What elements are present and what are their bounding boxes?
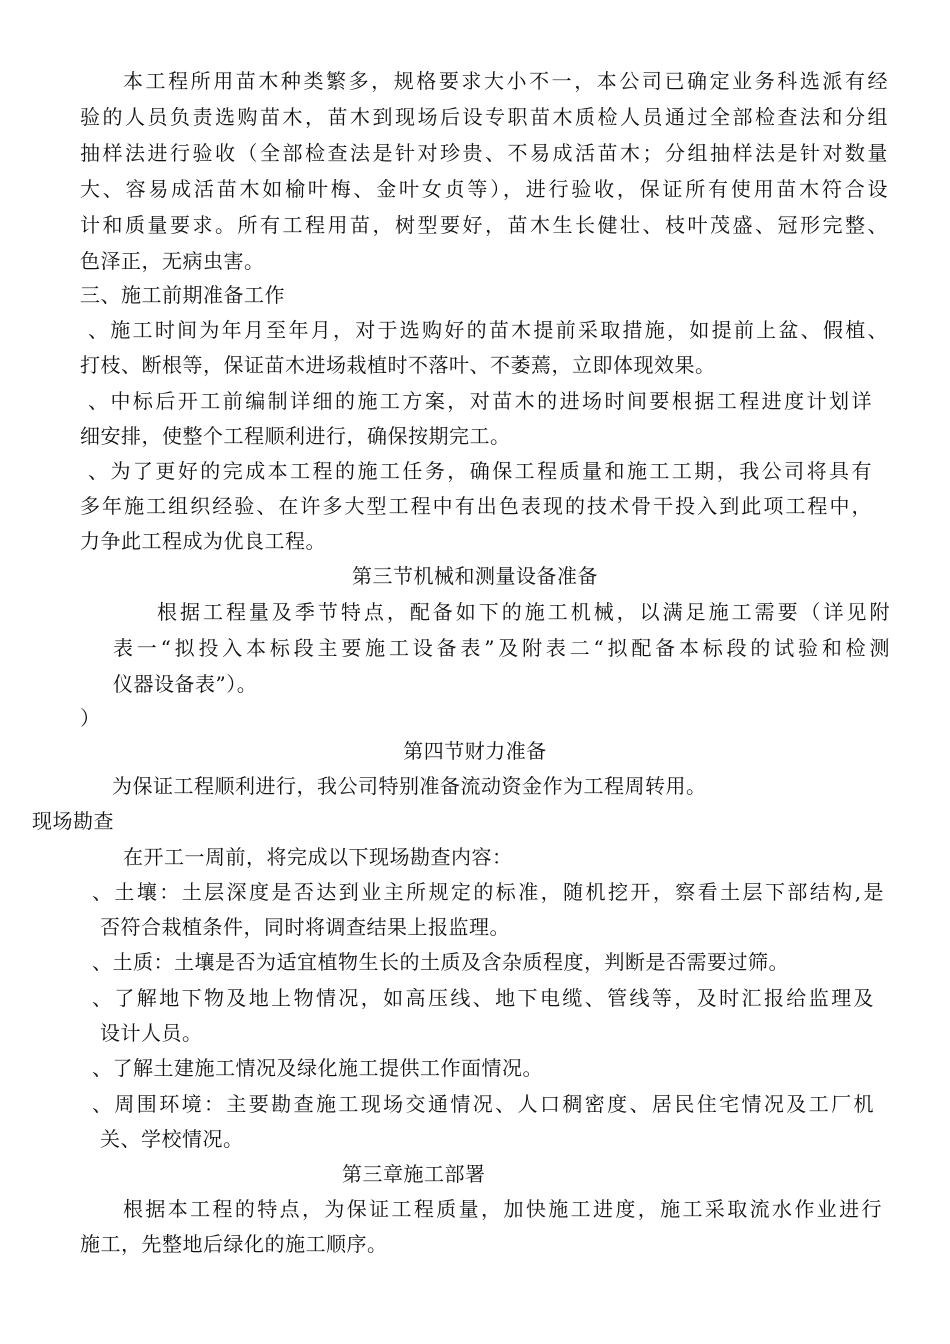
section-heading: 三、施工前期准备工作: [80, 283, 285, 307]
list-item-line: 、施工时间为年月至年月，对于选购好的苗木提前采取措施，如提前上盆、假植、: [88, 318, 888, 342]
paragraph-line: 施工，先整地后绿化的施工顺序。: [80, 1232, 388, 1256]
chapter-title: 第三章施工部署: [342, 1162, 486, 1186]
section-heading: 现场勘查: [32, 809, 114, 833]
list-item-line: 关、学校情况。: [100, 1127, 244, 1151]
list-item-line: 、了解土建施工情况及绿化施工提供工作面情况。: [92, 1056, 543, 1080]
paragraph-line: 抽样法进行验收（全部检查法是针对珍贵、不易成活苗木；分组抽样法是针对数量: [80, 141, 888, 165]
list-item-line: 、周围环境：主要勘查施工现场交通情况、人口稠密度、居民住宅情况及工厂机: [92, 1092, 874, 1116]
list-item-line: 、土质：土壤是否为适宜植物生长的土质及含杂质程度，判断是否需要过筛。: [92, 950, 789, 974]
paragraph-line: 色泽正，无病虫害。: [80, 249, 265, 273]
section-title: 第三节机械和测量设备准备: [352, 564, 598, 588]
list-item-line: 设计人员。: [100, 1021, 203, 1045]
list-item-line: 、了解地下物及地上物情况，如高压线、地下电缆、管线等，及时汇报给监理及: [92, 986, 874, 1010]
paragraph-line: 计和质量要求。所有工程用苗，树型要好，苗木生长健壮、枝叶茂盛、冠形完整、: [80, 213, 888, 237]
list-item-line: 否符合栽植条件，同时将调查结果上报监理。: [100, 915, 510, 939]
paragraph-line: 大、容易成活苗木如榆叶梅、金叶女贞等），进行验收，保证所有使用苗木符合设: [80, 177, 888, 201]
list-item-line: 多年施工组织经验、在许多大型工程中有出色表现的技术骨干投入到此项工程中，: [80, 494, 872, 518]
paragraph-line: ）: [80, 706, 101, 730]
list-item-line: 、为了更好的完成本工程的施工任务，确保工程质量和施工工期，我公司将具有: [88, 459, 872, 483]
list-item-line: 、中标后开工前编制详细的施工方案，对苗木的进场时间要根据工程进度计划详: [88, 389, 872, 413]
list-item-line: 细安排，使整个工程顺利进行，确保按期完工。: [80, 424, 511, 448]
list-item-line: 、土壤：土层深度是否达到业主所规定的标准，随机挖开，察看土层下部结构,是: [92, 880, 884, 904]
paragraph-line: 在开工一周前，将完成以下现场勘查内容：: [123, 845, 513, 869]
paragraph-line: 根据工程量及季节特点，配备如下的施工机械，以满足施工需要（详见附: [157, 600, 890, 624]
paragraph-line: 本工程所用苗木种类繁多，规格要求大小不一，本公司已确定业务科选派有经: [123, 69, 888, 93]
paragraph-line: 为保证工程顺利进行，我公司特别准备流动资金作为工程周转用。: [112, 774, 707, 798]
section-title: 第四节财力准备: [403, 739, 547, 763]
list-item-line: 力争此工程成为优良工程。: [80, 529, 326, 553]
paragraph-line: 验的人员负责选购苗木，苗木到现场后设专职苗木质检人员通过全部检查法和分组: [80, 105, 888, 129]
paragraph-line: 仪器设备表”）。: [113, 672, 258, 696]
paragraph-line: 根据本工程的特点，为保证工程质量，加快施工进度，施工采取流水作业进行: [123, 1197, 882, 1221]
list-item-line: 打枝、断根等，保证苗木进场栽植时不落叶、不萎蔫，立即体现效果。: [80, 353, 716, 377]
paragraph-line: 表一“拟投入本标段主要施工设备表”及附表二“拟配备本标段的试验和检测: [113, 636, 890, 660]
